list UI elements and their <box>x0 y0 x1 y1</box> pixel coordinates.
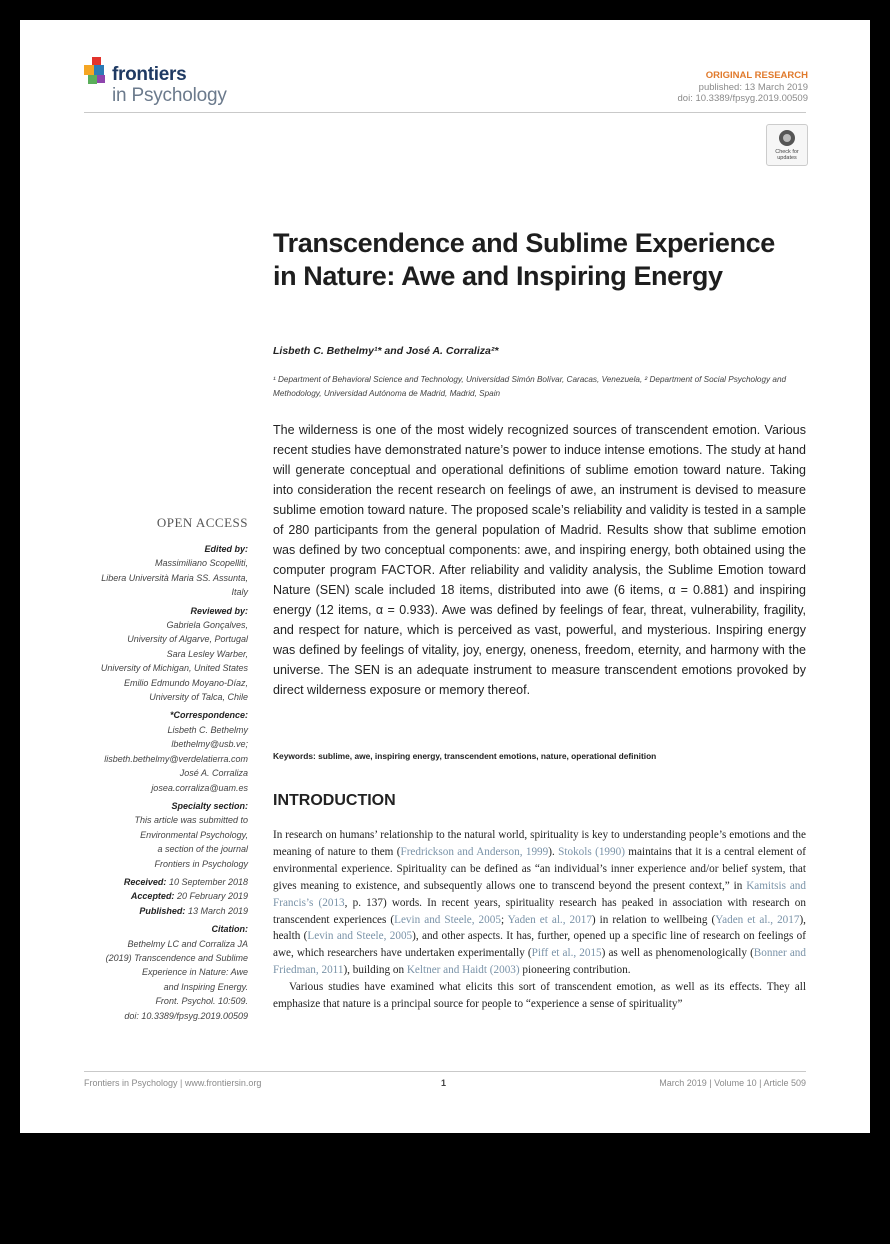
keywords: Keywords: sublime, awe, inspiring energy, transcendent emotions, nature, operational definition <box>273 751 657 761</box>
article-type: ORIGINAL RESEARCH <box>705 70 808 81</box>
history-accepted <box>74 889 248 903</box>
introduction-body <box>273 827 806 1013</box>
specialty-heading: Specialty section: <box>171 800 248 811</box>
history-key: Published: <box>139 905 186 916</box>
intro-text-segment: ), and other aspects. It has, further, opened up a specific line of research on feelings of awe, which researchers have undertaken experimentally ( <box>273 930 806 960</box>
correspondence-line: Lisbeth C. Bethelmy <box>167 724 248 735</box>
section-heading-introduction: INTRODUCTION <box>273 792 396 809</box>
citation-link[interactable]: Yaden et al., 2017 <box>715 913 800 926</box>
reviewer-line: Sara Lesley Warber, <box>166 648 248 659</box>
journal-logo-line1: frontiers <box>112 64 187 85</box>
article-meta <box>678 70 808 105</box>
edited-by-section <box>74 542 248 600</box>
intro-text-segment: ) as well as phenomenologically ( <box>601 947 754 960</box>
editor-line: Libera Università Maria SS. Assunta, <box>101 572 248 583</box>
reviewed-by-heading: Reviewed by: <box>190 605 248 616</box>
history-key: Received: <box>123 876 167 887</box>
intro-text-segment: ), building on <box>343 964 407 977</box>
specialty-line: Environmental Psychology, <box>140 829 248 840</box>
footer-divider <box>84 1071 806 1072</box>
article-authors: Lisbeth C. Bethelmy¹* and José A. Corraliza²* <box>273 345 499 357</box>
reviewed-by-section <box>74 604 248 705</box>
correspondence-email[interactable]: lbethelmy@usb.ve; <box>171 739 248 750</box>
page-number: 1 <box>441 1078 447 1088</box>
intro-text-segment: pioneering contribution. <box>519 964 631 977</box>
edited-by-heading: Edited by: <box>204 544 248 554</box>
citation-link[interactable]: Yaden et al., 2017 <box>507 913 592 926</box>
citation-link[interactable]: Fredrickson and Anderson, 1999 <box>400 845 549 858</box>
article-info-sidebar <box>74 542 248 1027</box>
correspondence-line: José A. Corraliza <box>179 768 248 779</box>
citation-line: Front. Psychol. 10:509. <box>155 996 248 1007</box>
author-affiliations: ¹ Department of Behavioral Science and Technology, Universidad Simón Bolívar, Caracas, Venezuela, ² Department of Social Psychology and Methodology, Universidad Autónoma de Madrid, Madrid, Spain <box>273 375 787 398</box>
correspondence-section <box>74 708 248 794</box>
reviewer-line: Emilio Edmundo Moyano-Díaz, <box>123 677 248 688</box>
reviewer-line: University of Michigan, United States <box>100 663 248 674</box>
paper-page <box>20 20 870 1133</box>
footer-volume: March 2019 | Volume 10 | Article 509 <box>659 1078 806 1088</box>
correspondence-email[interactable]: lisbeth.bethelmy@verdelatierra.com <box>104 753 248 764</box>
citation-line: Experience in Nature: Awe <box>141 967 248 978</box>
header-doi[interactable]: doi: 10.3389/fpsyg.2019.00509 <box>677 93 808 104</box>
citation-line: and Inspiring Energy. <box>163 981 248 992</box>
specialty-section <box>74 799 248 871</box>
specialty-line: This article was submitted to <box>134 815 248 826</box>
citation-link[interactable]: Levin and Steele, 2005 <box>394 913 501 926</box>
footer-journal[interactable]: Frontiers in Psychology | www.frontiersin.org <box>84 1078 262 1088</box>
history-value: 10 September 2018 <box>168 876 248 887</box>
intro-text-segment: ). <box>548 845 559 858</box>
citation-line: Bethelmy LC and Corraliza JA <box>127 938 248 949</box>
journal-logo-line2: in Psychology <box>112 85 227 106</box>
citation-line: (2019) Transcendence and Sublime <box>105 952 248 963</box>
citation-heading: Citation: <box>211 924 248 935</box>
intro-text-segment: In research on humans’ relationship to the natural world, spirituality is key to understanding people’s emotions and the meaning of nature to them ( <box>273 829 806 858</box>
open-access-label: OPEN ACCESS <box>156 515 248 530</box>
check-for-updates-badge[interactable] <box>766 124 808 166</box>
citation-section <box>74 922 248 1023</box>
history-value: 20 February 2019 <box>176 891 248 902</box>
check-updates-label: Check for updates <box>775 149 799 161</box>
intro-text-segment: ), health ( <box>273 913 806 943</box>
citation-doi[interactable]: doi: 10.3389/fpsyg.2019.00509 <box>124 1010 248 1021</box>
article-title: Transcendence and Sublime Experience in Nature: Awe and Inspiring Energy <box>273 228 775 291</box>
specialty-line: a section of the journal <box>157 844 248 855</box>
correspondence-heading: *Correspondence: <box>169 710 248 721</box>
published-date: published: 13 March 2019 <box>698 81 808 93</box>
history-value: 13 March 2019 <box>187 905 248 916</box>
intro-text-segment: maintains that it is a central element of environmental experience. Spirituality can be defined as “an individual’s inner experience and/or belief system, that gives meaning to existence, and subsequently allows one to transcend beyond the present context,” in <box>273 845 807 892</box>
history-published <box>74 904 248 918</box>
citation-link[interactable]: Kamitsis and Francis’s (2013 <box>273 879 806 909</box>
reviewer-line: Gabriela Gonçalves, <box>166 620 248 631</box>
reviewer-line: University of Talca, Chile <box>149 692 248 703</box>
specialty-line: Frontiers in Psychology <box>154 858 248 869</box>
abstract: The wilderness is one of the most widely recognized sources of transcendent emotion. Various recent studies have demonstrated nature’s power to induce intense emotions. The study at hand will generate conceptual and operational definitions of sublime emotion toward nature. Taking into consideration the recent research on feelings of awe, an instrument is devised to measure sublime emotion toward nature. The proposed scale’s reliability and validity is tested in a sample of 280 participants from the general population of Madrid. Results show that sublime emotion was defined by two conceptual components: awe, and inspiring energy, both obtained using the computer program FACTOR. After reliability and validity analysis, the Sublime Emotion toward Nature (SEN) scale included 18 items, distributed into awe (6 items, α = 0.881) and inspiring energy (12 items, α = 0.933). Awe was defined by feelings of fear, threat, vulnerability, fragility, and respect for nature, which is perceived as vast, powerful, and mysterious. Inspiring energy was defined by feelings of vitality, joy, energy, oneness, freedom, eternity, and harmony with the universe. The SEN is an adequate instrument to measure transcendent emotions provoked by direct wilderness exposure or memory thereof. <box>273 423 806 697</box>
header-divider <box>84 112 806 113</box>
editor-line: Massimiliano Scopelliti, <box>154 558 248 569</box>
citation-link[interactable]: Levin and Steele, 2005 <box>307 930 413 943</box>
citation-link[interactable]: Keltner and Haidt (2003) <box>406 964 520 977</box>
introduction-paragraph-2: Various studies have examined what elicits this sort of transcendent emotion, as well as its effects. They all emphasize that nature is a principal source for people to “experience a sense of spirituality” <box>273 981 806 1011</box>
history-section <box>74 875 248 918</box>
introduction-paragraph-1 <box>273 827 806 979</box>
history-received <box>74 875 248 889</box>
intro-text-segment: ) in relation to wellbeing ( <box>591 913 716 926</box>
citation-link[interactable]: Stokols (1990) <box>558 845 625 858</box>
citation-link[interactable]: Bonner and Friedman, 2011 <box>273 947 806 977</box>
citation-link[interactable]: Piff et al., 2015 <box>531 947 602 960</box>
reviewer-line: University of Algarve, Portugal <box>127 634 248 645</box>
correspondence-email[interactable]: josea.corraliza@uam.es <box>151 782 248 793</box>
check-updates-icon <box>779 130 795 146</box>
frontiers-logo-icon <box>84 57 110 91</box>
editor-line: Italy <box>231 587 248 598</box>
history-key: Accepted: <box>130 891 175 902</box>
intro-text-segment: ; <box>500 913 508 926</box>
intro-text-segment: , p. 137) words. In recent years, spirituality research has peaked in association with research on transcendent experiences ( <box>273 896 806 926</box>
